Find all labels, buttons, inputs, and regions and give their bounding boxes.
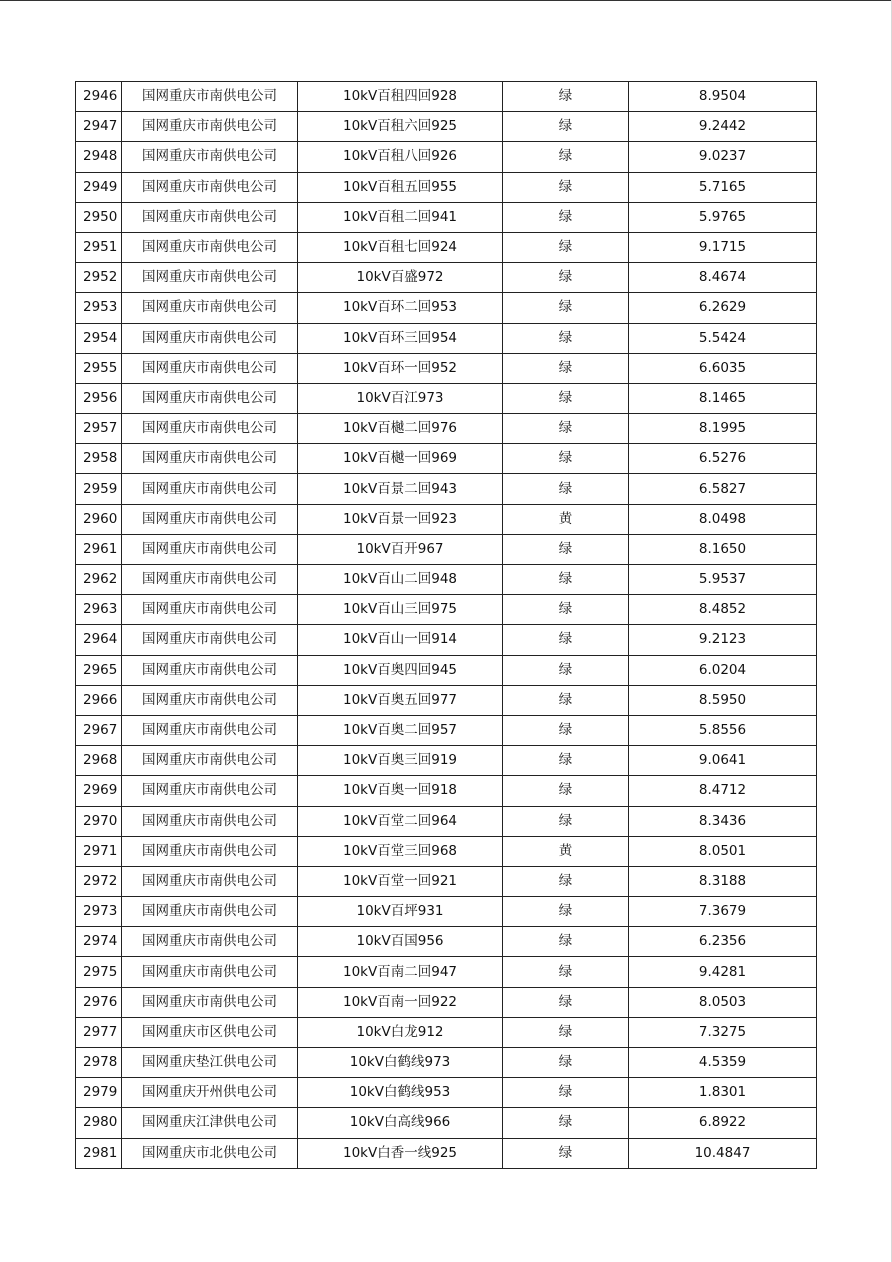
value-cell: 5.5424 <box>629 323 817 353</box>
company-cell: 国网重庆市南供电公司 <box>122 927 298 957</box>
value-cell: 7.3275 <box>629 1017 817 1047</box>
table-row <box>76 444 817 474</box>
table-row <box>76 866 817 896</box>
value-cell: 9.1715 <box>629 232 817 262</box>
value-cell: 1.8301 <box>629 1078 817 1108</box>
table-row <box>76 172 817 202</box>
page-top-rule <box>0 0 892 1</box>
line-name-cell: 10kV百樾一回969 <box>298 444 503 474</box>
line-name-cell: 10kV百景二回943 <box>298 474 503 504</box>
row-number-cell: 2961 <box>76 534 122 564</box>
company-cell: 国网重庆市南供电公司 <box>122 142 298 172</box>
row-number-cell: 2976 <box>76 987 122 1017</box>
status-cell: 绿 <box>503 866 629 896</box>
value-cell: 9.0641 <box>629 746 817 776</box>
row-number-cell: 2949 <box>76 172 122 202</box>
line-name-cell: 10kV百租八回926 <box>298 142 503 172</box>
status-cell: 绿 <box>503 715 629 745</box>
table-row <box>76 746 817 776</box>
line-name-cell: 10kV百租五回955 <box>298 172 503 202</box>
company-cell: 国网重庆市南供电公司 <box>122 232 298 262</box>
row-number-cell: 2952 <box>76 263 122 293</box>
value-cell: 6.8922 <box>629 1108 817 1138</box>
status-cell: 绿 <box>503 806 629 836</box>
line-name-cell: 10kV百国956 <box>298 927 503 957</box>
line-name-cell: 10kV百奥四回945 <box>298 655 503 685</box>
line-name-cell: 10kV百景一回923 <box>298 504 503 534</box>
company-cell: 国网重庆市南供电公司 <box>122 595 298 625</box>
status-cell: 绿 <box>503 1138 629 1168</box>
value-cell: 8.4674 <box>629 263 817 293</box>
value-cell: 8.4852 <box>629 595 817 625</box>
value-cell: 6.2356 <box>629 927 817 957</box>
row-number-cell: 2979 <box>76 1078 122 1108</box>
status-cell: 绿 <box>503 685 629 715</box>
table-row <box>76 715 817 745</box>
status-cell: 黄 <box>503 504 629 534</box>
table-row <box>76 474 817 504</box>
value-cell: 9.2123 <box>629 625 817 655</box>
row-number-cell: 2963 <box>76 595 122 625</box>
line-name-cell: 10kV百环三回954 <box>298 323 503 353</box>
row-number-cell: 2946 <box>76 82 122 112</box>
status-cell: 绿 <box>503 172 629 202</box>
row-number-cell: 2964 <box>76 625 122 655</box>
row-number-cell: 2970 <box>76 806 122 836</box>
company-cell: 国网重庆市南供电公司 <box>122 987 298 1017</box>
status-cell: 绿 <box>503 1078 629 1108</box>
status-cell: 绿 <box>503 897 629 927</box>
status-cell: 绿 <box>503 293 629 323</box>
line-name-cell: 10kV百山三回975 <box>298 595 503 625</box>
table-row <box>76 534 817 564</box>
table-row <box>76 625 817 655</box>
value-cell: 6.2629 <box>629 293 817 323</box>
line-name-cell: 10kV百山一回914 <box>298 625 503 655</box>
row-number-cell: 2947 <box>76 112 122 142</box>
line-name-cell: 10kV百南一回922 <box>298 987 503 1017</box>
company-cell: 国网重庆垫江供电公司 <box>122 1048 298 1078</box>
company-cell: 国网重庆市南供电公司 <box>122 534 298 564</box>
value-cell: 5.9537 <box>629 565 817 595</box>
row-number-cell: 2956 <box>76 383 122 413</box>
row-number-cell: 2960 <box>76 504 122 534</box>
line-name-cell: 10kV白香一线925 <box>298 1138 503 1168</box>
table-row <box>76 655 817 685</box>
line-name-cell: 10kV白高线966 <box>298 1108 503 1138</box>
table-row <box>76 806 817 836</box>
company-cell: 国网重庆市南供电公司 <box>122 504 298 534</box>
status-cell: 黄 <box>503 836 629 866</box>
line-name-cell: 10kV百租四回928 <box>298 82 503 112</box>
company-cell: 国网重庆市区供电公司 <box>122 1017 298 1047</box>
row-number-cell: 2972 <box>76 866 122 896</box>
value-cell: 8.3188 <box>629 866 817 896</box>
company-cell: 国网重庆市南供电公司 <box>122 655 298 685</box>
row-number-cell: 2981 <box>76 1138 122 1168</box>
row-number-cell: 2957 <box>76 414 122 444</box>
table-row <box>76 1078 817 1108</box>
status-cell: 绿 <box>503 112 629 142</box>
row-number-cell: 2966 <box>76 685 122 715</box>
row-number-cell: 2968 <box>76 746 122 776</box>
company-cell: 国网重庆市南供电公司 <box>122 263 298 293</box>
line-name-cell: 10kV百盛972 <box>298 263 503 293</box>
company-cell: 国网重庆市南供电公司 <box>122 957 298 987</box>
company-cell: 国网重庆市南供电公司 <box>122 202 298 232</box>
value-cell: 8.0501 <box>629 836 817 866</box>
status-cell: 绿 <box>503 1108 629 1138</box>
line-name-cell: 10kV百山二回948 <box>298 565 503 595</box>
table-row <box>76 1048 817 1078</box>
row-number-cell: 2962 <box>76 565 122 595</box>
line-name-cell: 10kV百樾二回976 <box>298 414 503 444</box>
line-name-cell: 10kV百环一回952 <box>298 353 503 383</box>
table-row <box>76 836 817 866</box>
table-row <box>76 112 817 142</box>
table-row <box>76 1138 817 1168</box>
row-number-cell: 2980 <box>76 1108 122 1138</box>
line-name-cell: 10kV百奥五回977 <box>298 685 503 715</box>
table-row <box>76 927 817 957</box>
value-cell: 8.1465 <box>629 383 817 413</box>
company-cell: 国网重庆开州供电公司 <box>122 1078 298 1108</box>
company-cell: 国网重庆市南供电公司 <box>122 474 298 504</box>
status-cell: 绿 <box>503 142 629 172</box>
status-cell: 绿 <box>503 474 629 504</box>
row-number-cell: 2974 <box>76 927 122 957</box>
row-number-cell: 2975 <box>76 957 122 987</box>
status-cell: 绿 <box>503 534 629 564</box>
table-row <box>76 776 817 806</box>
status-cell: 绿 <box>503 957 629 987</box>
value-cell: 4.5359 <box>629 1048 817 1078</box>
table-body <box>76 82 817 1169</box>
row-number-cell: 2971 <box>76 836 122 866</box>
row-number-cell: 2973 <box>76 897 122 927</box>
row-number-cell: 2953 <box>76 293 122 323</box>
table-row <box>76 202 817 232</box>
line-name-cell: 10kV百租六回925 <box>298 112 503 142</box>
company-cell: 国网重庆市南供电公司 <box>122 82 298 112</box>
company-cell: 国网重庆市南供电公司 <box>122 776 298 806</box>
line-name-cell: 10kV百奥二回957 <box>298 715 503 745</box>
value-cell: 8.4712 <box>629 776 817 806</box>
value-cell: 10.4847 <box>629 1138 817 1168</box>
value-cell: 6.5827 <box>629 474 817 504</box>
row-number-cell: 2967 <box>76 715 122 745</box>
company-cell: 国网重庆市南供电公司 <box>122 112 298 142</box>
status-cell: 绿 <box>503 383 629 413</box>
status-cell: 绿 <box>503 655 629 685</box>
company-cell: 国网重庆市南供电公司 <box>122 685 298 715</box>
row-number-cell: 2965 <box>76 655 122 685</box>
status-cell: 绿 <box>503 1017 629 1047</box>
status-cell: 绿 <box>503 625 629 655</box>
company-cell: 国网重庆市南供电公司 <box>122 625 298 655</box>
status-cell: 绿 <box>503 202 629 232</box>
value-cell: 5.9765 <box>629 202 817 232</box>
company-cell: 国网重庆市南供电公司 <box>122 836 298 866</box>
table-row <box>76 323 817 353</box>
line-name-cell: 10kV百堂二回964 <box>298 806 503 836</box>
table-row <box>76 897 817 927</box>
row-number-cell: 2977 <box>76 1017 122 1047</box>
value-cell: 8.1995 <box>629 414 817 444</box>
company-cell: 国网重庆江津供电公司 <box>122 1108 298 1138</box>
value-cell: 8.3436 <box>629 806 817 836</box>
row-number-cell: 2969 <box>76 776 122 806</box>
table-row <box>76 685 817 715</box>
status-cell: 绿 <box>503 565 629 595</box>
table-row <box>76 232 817 262</box>
status-cell: 绿 <box>503 776 629 806</box>
status-cell: 绿 <box>503 746 629 776</box>
company-cell: 国网重庆市南供电公司 <box>122 565 298 595</box>
line-name-cell: 10kV白龙912 <box>298 1017 503 1047</box>
line-name-cell: 10kV百租二回941 <box>298 202 503 232</box>
table-row <box>76 565 817 595</box>
table-row <box>76 142 817 172</box>
table-row <box>76 1108 817 1138</box>
company-cell: 国网重庆市南供电公司 <box>122 746 298 776</box>
company-cell: 国网重庆市南供电公司 <box>122 172 298 202</box>
row-number-cell: 2950 <box>76 202 122 232</box>
line-name-cell: 10kV白鹤线973 <box>298 1048 503 1078</box>
table-row <box>76 1017 817 1047</box>
line-name-cell: 10kV百江973 <box>298 383 503 413</box>
line-name-cell: 10kV百堂一回921 <box>298 866 503 896</box>
line-name-cell: 10kV百坪931 <box>298 897 503 927</box>
row-number-cell: 2958 <box>76 444 122 474</box>
row-number-cell: 2954 <box>76 323 122 353</box>
value-cell: 9.2442 <box>629 112 817 142</box>
status-cell: 绿 <box>503 353 629 383</box>
table-row <box>76 383 817 413</box>
company-cell: 国网重庆市南供电公司 <box>122 353 298 383</box>
line-name-cell: 10kV百奥三回919 <box>298 746 503 776</box>
status-cell: 绿 <box>503 927 629 957</box>
table-row <box>76 353 817 383</box>
row-number-cell: 2978 <box>76 1048 122 1078</box>
value-cell: 8.9504 <box>629 82 817 112</box>
table-row <box>76 293 817 323</box>
status-cell: 绿 <box>503 232 629 262</box>
company-cell: 国网重庆市南供电公司 <box>122 897 298 927</box>
value-cell: 8.1650 <box>629 534 817 564</box>
value-cell: 7.3679 <box>629 897 817 927</box>
value-cell: 8.0498 <box>629 504 817 534</box>
company-cell: 国网重庆市南供电公司 <box>122 414 298 444</box>
company-cell: 国网重庆市南供电公司 <box>122 866 298 896</box>
table-row <box>76 504 817 534</box>
status-cell: 绿 <box>503 263 629 293</box>
line-name-cell: 10kV百南二回947 <box>298 957 503 987</box>
row-number-cell: 2955 <box>76 353 122 383</box>
value-cell: 6.6035 <box>629 353 817 383</box>
row-number-cell: 2948 <box>76 142 122 172</box>
value-cell: 6.5276 <box>629 444 817 474</box>
company-cell: 国网重庆市南供电公司 <box>122 383 298 413</box>
table-row <box>76 595 817 625</box>
company-cell: 国网重庆市南供电公司 <box>122 444 298 474</box>
table-row <box>76 987 817 1017</box>
value-cell: 5.7165 <box>629 172 817 202</box>
value-cell: 9.0237 <box>629 142 817 172</box>
line-name-cell: 10kV百堂三回968 <box>298 836 503 866</box>
table-row <box>76 82 817 112</box>
line-name-cell: 10kV百奥一回918 <box>298 776 503 806</box>
status-cell: 绿 <box>503 1048 629 1078</box>
status-cell: 绿 <box>503 414 629 444</box>
value-cell: 9.4281 <box>629 957 817 987</box>
status-cell: 绿 <box>503 987 629 1017</box>
company-cell: 国网重庆市南供电公司 <box>122 806 298 836</box>
value-cell: 5.8556 <box>629 715 817 745</box>
line-name-cell: 10kV百开967 <box>298 534 503 564</box>
table-row <box>76 263 817 293</box>
status-cell: 绿 <box>503 82 629 112</box>
status-cell: 绿 <box>503 323 629 353</box>
table-row <box>76 414 817 444</box>
status-cell: 绿 <box>503 595 629 625</box>
company-cell: 国网重庆市南供电公司 <box>122 293 298 323</box>
company-cell: 国网重庆市南供电公司 <box>122 323 298 353</box>
company-cell: 国网重庆市北供电公司 <box>122 1138 298 1168</box>
value-cell: 8.5950 <box>629 685 817 715</box>
data-table <box>75 81 817 1169</box>
line-name-cell: 10kV百环二回953 <box>298 293 503 323</box>
company-cell: 国网重庆市南供电公司 <box>122 715 298 745</box>
status-cell: 绿 <box>503 444 629 474</box>
row-number-cell: 2959 <box>76 474 122 504</box>
line-name-cell: 10kV白鹤线953 <box>298 1078 503 1108</box>
row-number-cell: 2951 <box>76 232 122 262</box>
value-cell: 6.0204 <box>629 655 817 685</box>
value-cell: 8.0503 <box>629 987 817 1017</box>
line-name-cell: 10kV百租七回924 <box>298 232 503 262</box>
table-row <box>76 957 817 987</box>
